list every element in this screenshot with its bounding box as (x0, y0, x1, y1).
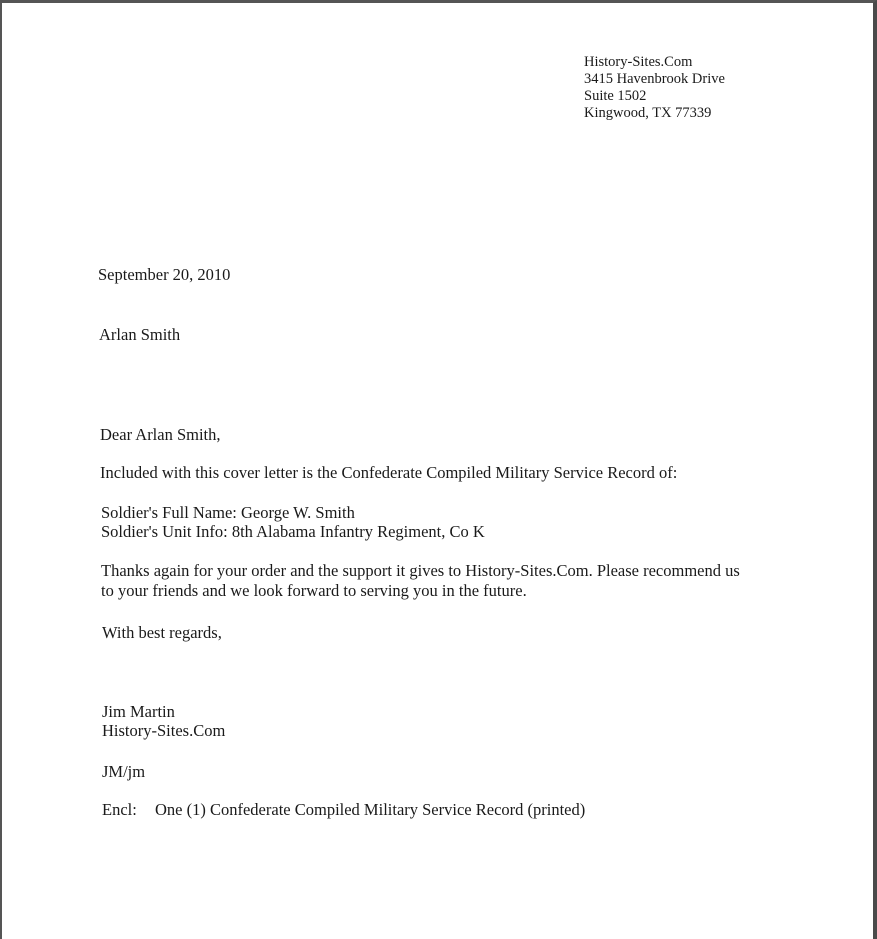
enclosure-line (102, 800, 585, 820)
signature-name: Jim Martin (102, 702, 175, 721)
enclosure-label: Encl: (102, 800, 137, 819)
letterhead-street: 3415 Havenbrook Drive (584, 71, 725, 87)
recipient-name: Arlan Smith (99, 325, 181, 344)
enclosure-text: One (1) Confederate Compiled Military Service Record (printed) (155, 800, 586, 819)
soldier-name-line: Soldier's Full Name: George W. Smith (101, 503, 355, 522)
letterhead-suite: Suite 1502 (584, 88, 647, 104)
thanks-line-2: to your friends and we look forward to serving you in the future. (101, 581, 527, 600)
soldier-unit-line: Soldier's Unit Info: 8th Alabama Infantry Regiment, Co K (101, 522, 485, 541)
letterhead-city-state-zip: Kingwood, TX 77339 (584, 105, 712, 121)
signature-company: History-Sites.Com (102, 721, 226, 740)
letterhead-company: History-Sites.Com (584, 54, 693, 70)
letterhead-address (584, 54, 725, 122)
intro-paragraph: Included with this cover letter is the Confederate Compiled Military Service Record of: (100, 463, 678, 482)
thanks-line-1: Thanks again for your order and the support it gives to History-Sites.Com. Please recommend us (101, 561, 740, 580)
closing: With best regards, (102, 623, 222, 642)
salutation: Dear Arlan Smith, (100, 425, 221, 444)
reference-initials: JM/jm (102, 762, 146, 781)
letter-date: September 20, 2010 (98, 265, 231, 284)
